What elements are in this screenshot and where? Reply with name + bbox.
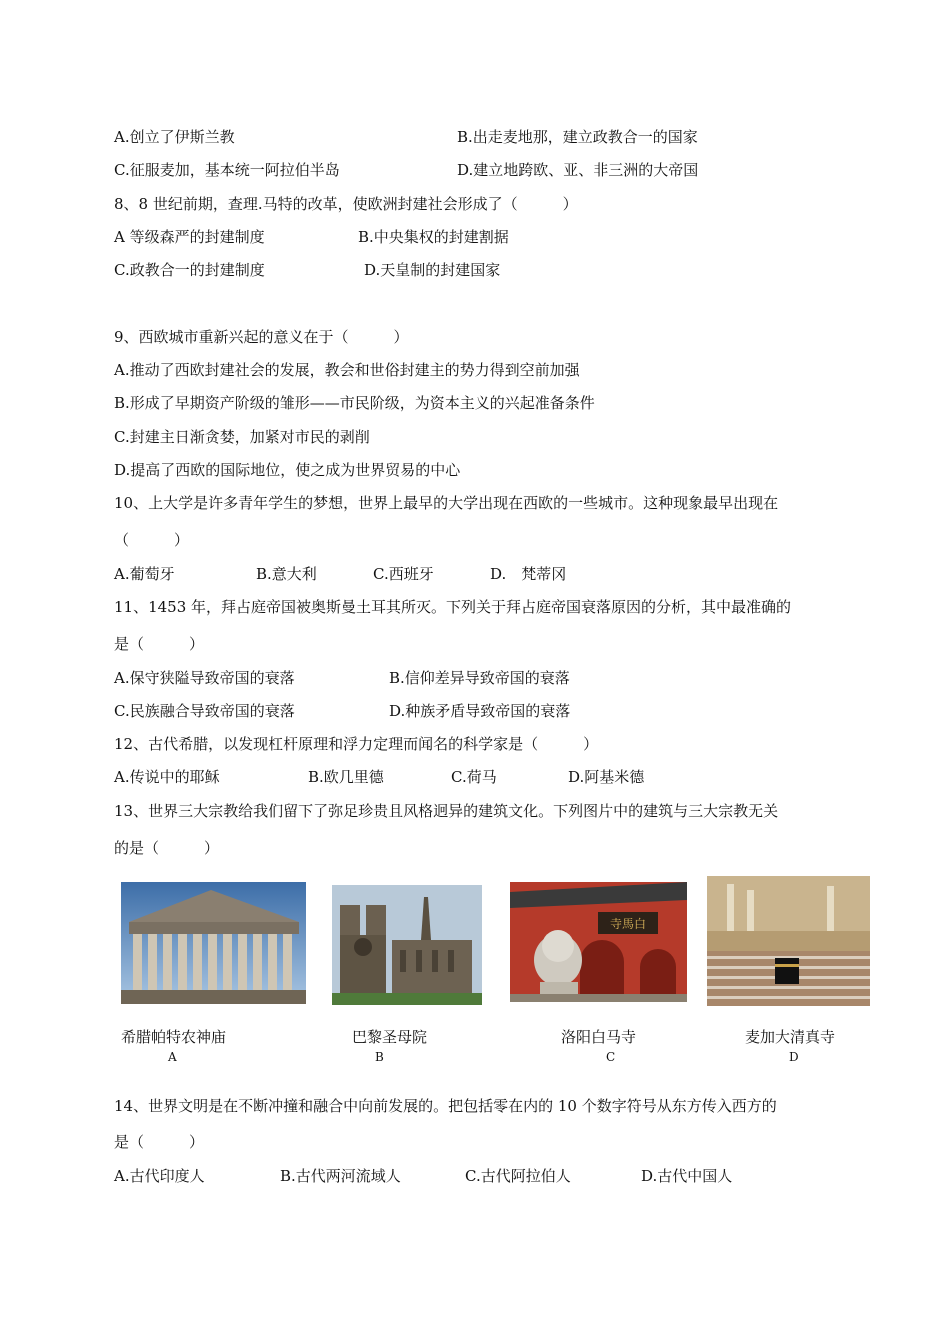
q14-option-c: C.古代阿拉伯人 bbox=[465, 1167, 571, 1185]
q12-option-c: C.荷马 bbox=[451, 768, 497, 786]
q14-stem-line2: 是（ ） bbox=[114, 1133, 205, 1151]
letter-d: D bbox=[789, 1050, 799, 1064]
q10-stem-line1: 10、上大学是许多青年学生的梦想，世界上最早的大学出现在西欧的一些城市。这种现象最早出现在 bbox=[114, 494, 779, 512]
svg-text:寺馬白: 寺馬白 bbox=[609, 917, 647, 931]
q14-stem-line1: 14、世界文明是在不断冲撞和融合中向前发展的。把包括零在内的 10 个数字符号从东方传入西方的 bbox=[114, 1097, 777, 1115]
q14-option-a: A.古代印度人 bbox=[114, 1167, 205, 1185]
q11-option-a: A.保守狭隘导致帝国的衰落 bbox=[114, 669, 295, 687]
q11-option-b: B.信仰差异导致帝国的衰落 bbox=[389, 669, 570, 687]
q10-option-a: A.葡萄牙 bbox=[114, 565, 175, 583]
q11-stem-line2: 是（ ） bbox=[114, 635, 205, 653]
q10-stem-line2: （ ） bbox=[114, 531, 190, 549]
q7-option-a: A.创立了伊斯兰教 bbox=[114, 128, 235, 146]
caption-b: 巴黎圣母院 bbox=[352, 1028, 428, 1046]
letter-c: C bbox=[606, 1050, 616, 1064]
q10-option-b: B.意大利 bbox=[256, 565, 317, 583]
q9-option-c: C.封建主日渐贪婪，加紧对市民的剥削 bbox=[114, 428, 370, 446]
q7-option-d: D.建立地跨欧、亚、非三洲的大帝国 bbox=[457, 161, 699, 179]
q11-option-d: D.种族矛盾导致帝国的衰落 bbox=[389, 702, 571, 720]
notre-dame-photo bbox=[332, 885, 482, 1005]
parthenon-photo bbox=[121, 882, 306, 1004]
caption-d: 麦加大清真寺 bbox=[745, 1028, 836, 1046]
letter-a: A bbox=[168, 1050, 177, 1064]
q12-stem: 12、古代希腊，以发现杠杆原理和浮力定理而闻名的科学家是（ ） bbox=[114, 735, 599, 753]
q8-option-a: A 等级森严的封建制度 bbox=[114, 228, 265, 246]
q8-option-d: D.天皇制的封建国家 bbox=[364, 261, 501, 279]
q7-option-c: C.征服麦加，基本统一阿拉伯半岛 bbox=[114, 161, 340, 179]
caption-c: 洛阳白马寺 bbox=[561, 1028, 637, 1046]
q13-stem-line2: 的是（ ） bbox=[114, 839, 220, 857]
q8-option-c: C.政教合一的封建制度 bbox=[114, 261, 265, 279]
q14-option-b: B.古代两河流域人 bbox=[280, 1167, 401, 1185]
q9-stem: 9、西欧城市重新兴起的意义在于（ ） bbox=[114, 328, 409, 346]
q13-stem-line1: 13、世界三大宗教给我们留下了弥足珍贵且风格迥异的建筑文化。下列图片中的建筑与三大宗教无关 bbox=[114, 802, 779, 820]
q12-option-a: A.传说中的耶稣 bbox=[114, 768, 220, 786]
q11-option-c: C.民族融合导致帝国的衰落 bbox=[114, 702, 295, 720]
q12-option-d: D.阿基米德 bbox=[568, 768, 645, 786]
q10-option-c: C.西班牙 bbox=[373, 565, 434, 583]
caption-a: 希腊帕特农神庙 bbox=[121, 1028, 227, 1046]
q8-option-b: B.中央集权的封建割据 bbox=[358, 228, 509, 246]
great-mosque-mecca-photo bbox=[707, 876, 870, 1006]
white-horse-temple-photo bbox=[510, 882, 687, 1002]
q7-option-b: B.出走麦地那，建立政教合一的国家 bbox=[457, 128, 698, 146]
q8-stem: 8、8 世纪前期，查理.马特的改革，使欧洲封建社会形成了（ ） bbox=[114, 195, 578, 213]
q9-option-a: A.推动了西欧封建社会的发展，教会和世俗封建主的势力得到空前加强 bbox=[114, 361, 580, 379]
q10-option-d: D. 梵蒂冈 bbox=[490, 565, 567, 583]
q9-option-d: D.提高了西欧的国际地位，使之成为世界贸易的中心 bbox=[114, 461, 461, 479]
q14-option-d: D.古代中国人 bbox=[641, 1167, 733, 1185]
letter-b: B bbox=[375, 1050, 384, 1064]
q11-stem-line1: 11、1453 年，拜占庭帝国被奥斯曼土耳其所灭。下列关于拜占庭帝国衰落原因的分析，其中最准确的 bbox=[114, 598, 792, 616]
q9-option-b: B.形成了早期资产阶级的雏形——市民阶级，为资本主义的兴起准备条件 bbox=[114, 394, 595, 412]
q12-option-b: B.欧几里德 bbox=[308, 768, 384, 786]
